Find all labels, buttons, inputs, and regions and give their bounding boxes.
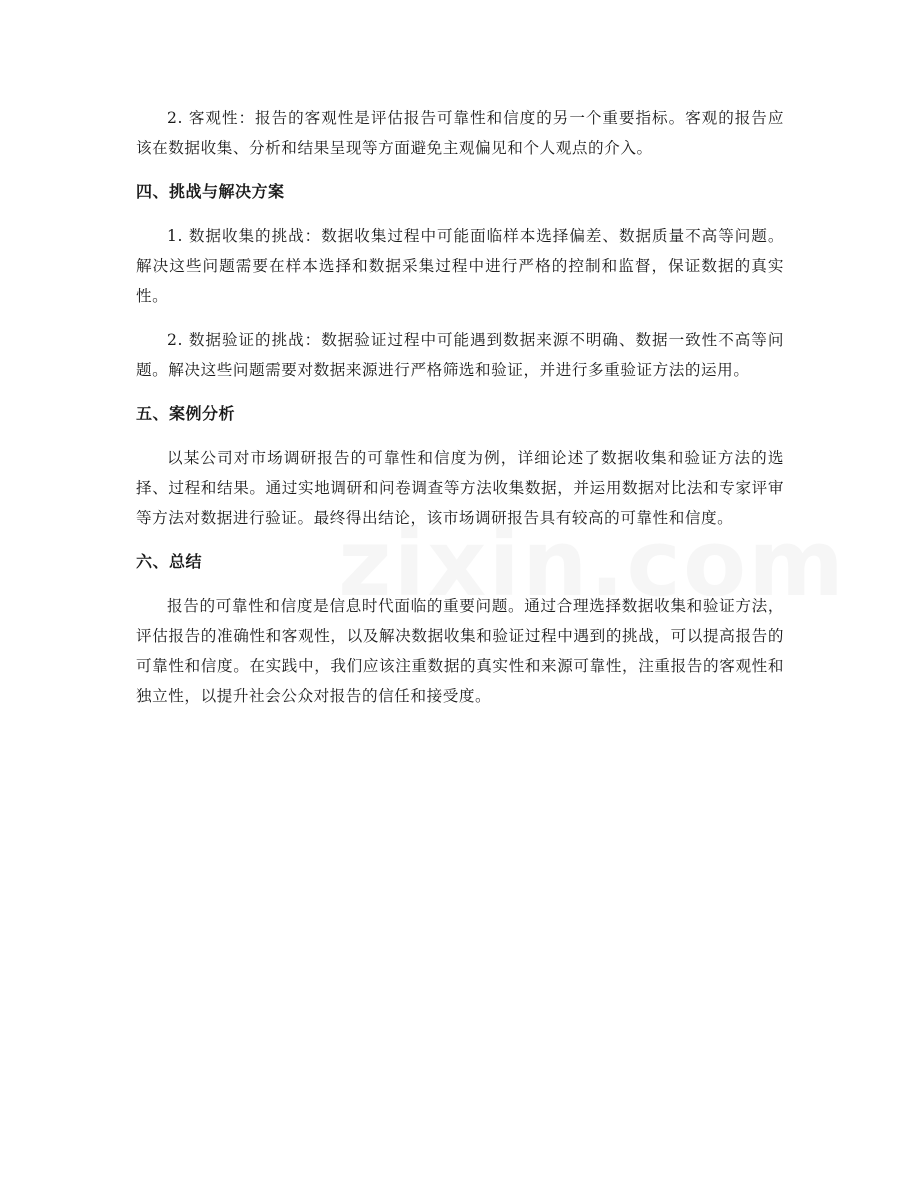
document-body — [136, 103, 784, 711]
section-heading-challenges: 四、挑战与解决方案 — [136, 182, 285, 201]
paragraph-case-study: 以某公司对市场调研报告的可靠性和信度为例，详细论述了数据收集和验证方法的选择、过程和结果。通过实地调研和问卷调查等方法收集数据，并运用数据对比法和专家评审等方法对数据进行验证。最终得出结论，该市场调研报告具有较高的可靠性和信度。 — [136, 449, 784, 527]
paragraph-objectivity: 2. 客观性：报告的客观性是评估报告可靠性和信度的另一个重要指标。客观的报告应该在数据收集、分析和结果呈现等方面避免主观偏见和个人观点的介入。 — [136, 109, 784, 157]
section-heading-summary: 六、总结 — [136, 552, 203, 571]
paragraph-collection-challenge: 1. 数据收集的挑战：数据收集过程中可能面临样本选择偏差、数据质量不高等问题。解决这些问题需要在样本选择和数据采集过程中进行严格的控制和监督，保证数据的真实性。 — [136, 227, 784, 305]
section-heading-case-study: 五、案例分析 — [136, 404, 236, 423]
paragraph-summary: 报告的可靠性和信度是信息时代面临的重要问题。通过合理选择数据收集和验证方法，评估报告的准确性和客观性，以及解决数据收集和验证过程中遇到的挑战，可以提高报告的可靠性和信度。在实践中，我们应该注重数据的真实性和来源可靠性，注重报告的客观性和独立性，以提升社会公众对报告的信任和接受度。 — [136, 597, 784, 705]
paragraph-validation-challenge: 2. 数据验证的挑战：数据验证过程中可能遇到数据来源不明确、数据一致性不高等问题。解决这些问题需要对数据来源进行严格筛选和验证，并进行多重验证方法的运用。 — [136, 331, 784, 379]
